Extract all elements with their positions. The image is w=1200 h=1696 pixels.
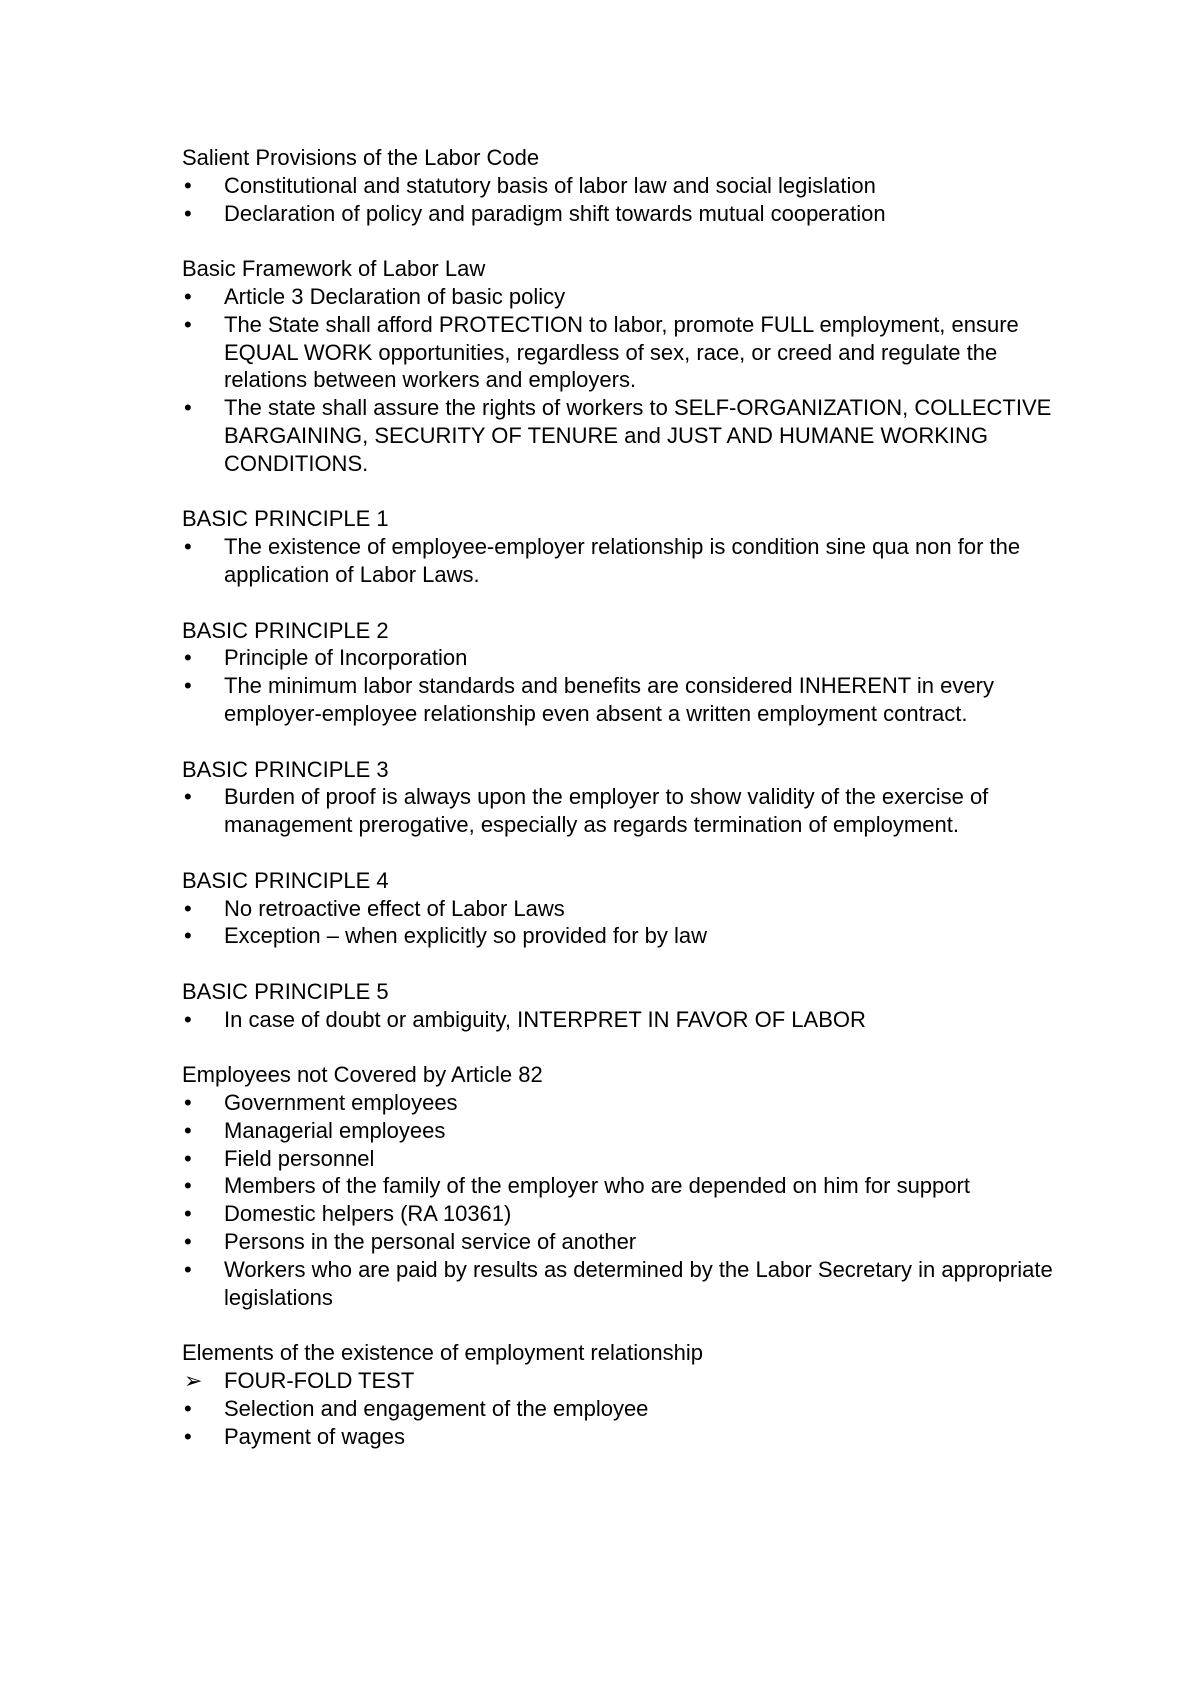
bullet-list — [182, 783, 1062, 839]
list-item-text: Persons in the personal service of another — [224, 1229, 637, 1255]
list-item-text: Constitutional and statutory basis of labor law and social legislation — [224, 172, 876, 198]
list-item — [182, 922, 1062, 950]
list-item-text: Selection and engagement of the employee — [224, 1395, 649, 1421]
bullet-icon: • — [184, 923, 192, 949]
list-item-text: Payment of wages — [224, 1423, 405, 1449]
list-item-text: Field personnel — [224, 1145, 375, 1171]
bullet-icon: • — [184, 172, 192, 198]
list-item — [182, 533, 1062, 589]
document-section — [182, 1061, 1062, 1311]
bullet-icon: • — [184, 1423, 192, 1449]
document-page — [182, 144, 1062, 1478]
list-item-text: Burden of proof is always upon the employer to show validity of the exercise of management prerogative, especially as regards termination of employment. — [224, 784, 989, 838]
list-item — [182, 1145, 1062, 1173]
list-item-text: The state shall assure the rights of workers to SELF-ORGANIZATION, COLLECTIVE BARGAINING, SECURITY OF TENURE and JUST AND HUMANE WORKING CONDITIONS. — [224, 395, 1052, 476]
list-item-text: The minimum labor standards and benefits are considered INHERENT in every employer-employee relationship even absent a written employment contract. — [224, 673, 994, 726]
list-item-text: Principle of Incorporation — [224, 645, 468, 671]
section-heading: Elements of the existence of employment relationship — [182, 1340, 703, 1366]
list-item — [182, 1089, 1062, 1117]
list-item — [182, 783, 1062, 839]
bullet-list — [182, 1367, 1062, 1450]
list-item — [182, 394, 1062, 477]
arrow-bullet-icon: ➢ — [184, 1368, 203, 1394]
bullet-icon: • — [184, 311, 192, 337]
document-section — [182, 867, 1062, 950]
document-section — [182, 978, 1062, 1034]
bullet-icon: • — [184, 395, 192, 421]
list-item — [182, 1367, 1062, 1395]
document-section — [182, 756, 1062, 839]
list-item-text: In case of doubt or ambiguity, INTERPRET IN FAVOR OF LABOR — [224, 1006, 866, 1032]
bullet-list — [182, 1006, 1062, 1034]
document-section — [182, 1339, 1062, 1450]
document-section — [182, 144, 1062, 227]
list-item-text: Members of the family of the employer who are depended on him for support — [224, 1173, 970, 1199]
bullet-list — [182, 172, 1062, 228]
bullet-icon: • — [184, 283, 192, 309]
document-section — [182, 505, 1062, 588]
list-item-text: The State shall afford PROTECTION to labor, promote FULL employment, ensure EQUAL WORK opportunities, regardless of sex, race, or creed and regulate the relations between workers and employers. — [224, 311, 1019, 393]
bullet-list — [182, 283, 1062, 478]
list-item — [182, 1228, 1062, 1256]
bullet-icon: • — [184, 645, 192, 671]
bullet-icon: • — [184, 1229, 192, 1255]
section-heading: BASIC PRINCIPLE 1 — [182, 506, 389, 532]
list-item-text: Exception – when explicitly so provided for by law — [224, 923, 708, 949]
bullet-icon: • — [184, 895, 192, 921]
list-item — [182, 1256, 1062, 1312]
bullet-icon: • — [184, 1117, 192, 1143]
section-heading: Employees not Covered by Article 82 — [182, 1062, 543, 1088]
list-item — [182, 1395, 1062, 1423]
list-item — [182, 1172, 1062, 1200]
list-item — [182, 1423, 1062, 1451]
list-item — [182, 644, 1062, 672]
section-heading: BASIC PRINCIPLE 5 — [182, 978, 389, 1004]
list-item-text: Article 3 Declaration of basic policy — [224, 283, 566, 309]
document-section — [182, 617, 1062, 728]
bullet-list — [182, 895, 1062, 951]
list-item — [182, 172, 1062, 200]
section-heading: Salient Provisions of the Labor Code — [182, 145, 540, 170]
section-heading: BASIC PRINCIPLE 4 — [182, 867, 389, 893]
bullet-icon: • — [184, 673, 192, 699]
list-item-text: Domestic helpers (RA 10361) — [224, 1201, 512, 1227]
list-item-text: Managerial employees — [224, 1117, 446, 1143]
list-item — [182, 200, 1062, 228]
bullet-icon: • — [184, 1201, 192, 1227]
bullet-list — [182, 644, 1062, 727]
bullet-icon: • — [184, 1173, 192, 1199]
bullet-icon: • — [184, 534, 192, 560]
list-item — [182, 283, 1062, 311]
list-item-text: Workers who are paid by results as determined by the Labor Secretary in appropriate legislations — [224, 1256, 1053, 1310]
bullet-icon: • — [184, 1395, 192, 1421]
list-item-text: Government employees — [224, 1090, 458, 1116]
list-item — [182, 1006, 1062, 1034]
list-item — [182, 895, 1062, 923]
bullet-icon: • — [184, 1256, 192, 1282]
bullet-icon: • — [184, 200, 192, 226]
list-item — [182, 1200, 1062, 1228]
bullet-icon: • — [184, 1145, 192, 1171]
list-item-text: No retroactive effect of Labor Laws — [224, 895, 565, 921]
list-item — [182, 1117, 1062, 1145]
list-item-text: The existence of employee-employer relationship is condition sine qua non for the application of Labor Laws. — [224, 534, 1021, 587]
bullet-icon: • — [184, 784, 192, 810]
bullet-icon: • — [184, 1006, 192, 1032]
list-item-text: FOUR-FOLD TEST — [224, 1368, 415, 1394]
bullet-icon: • — [184, 1090, 192, 1116]
document-section — [182, 255, 1062, 477]
list-item — [182, 672, 1062, 728]
bullet-list — [182, 1089, 1062, 1311]
bullet-list — [182, 533, 1062, 589]
list-item — [182, 311, 1062, 394]
section-heading: BASIC PRINCIPLE 3 — [182, 756, 389, 782]
section-heading: BASIC PRINCIPLE 2 — [182, 617, 389, 643]
section-heading: Basic Framework of Labor Law — [182, 256, 486, 282]
list-item-text: Declaration of policy and paradigm shift towards mutual cooperation — [224, 200, 886, 226]
